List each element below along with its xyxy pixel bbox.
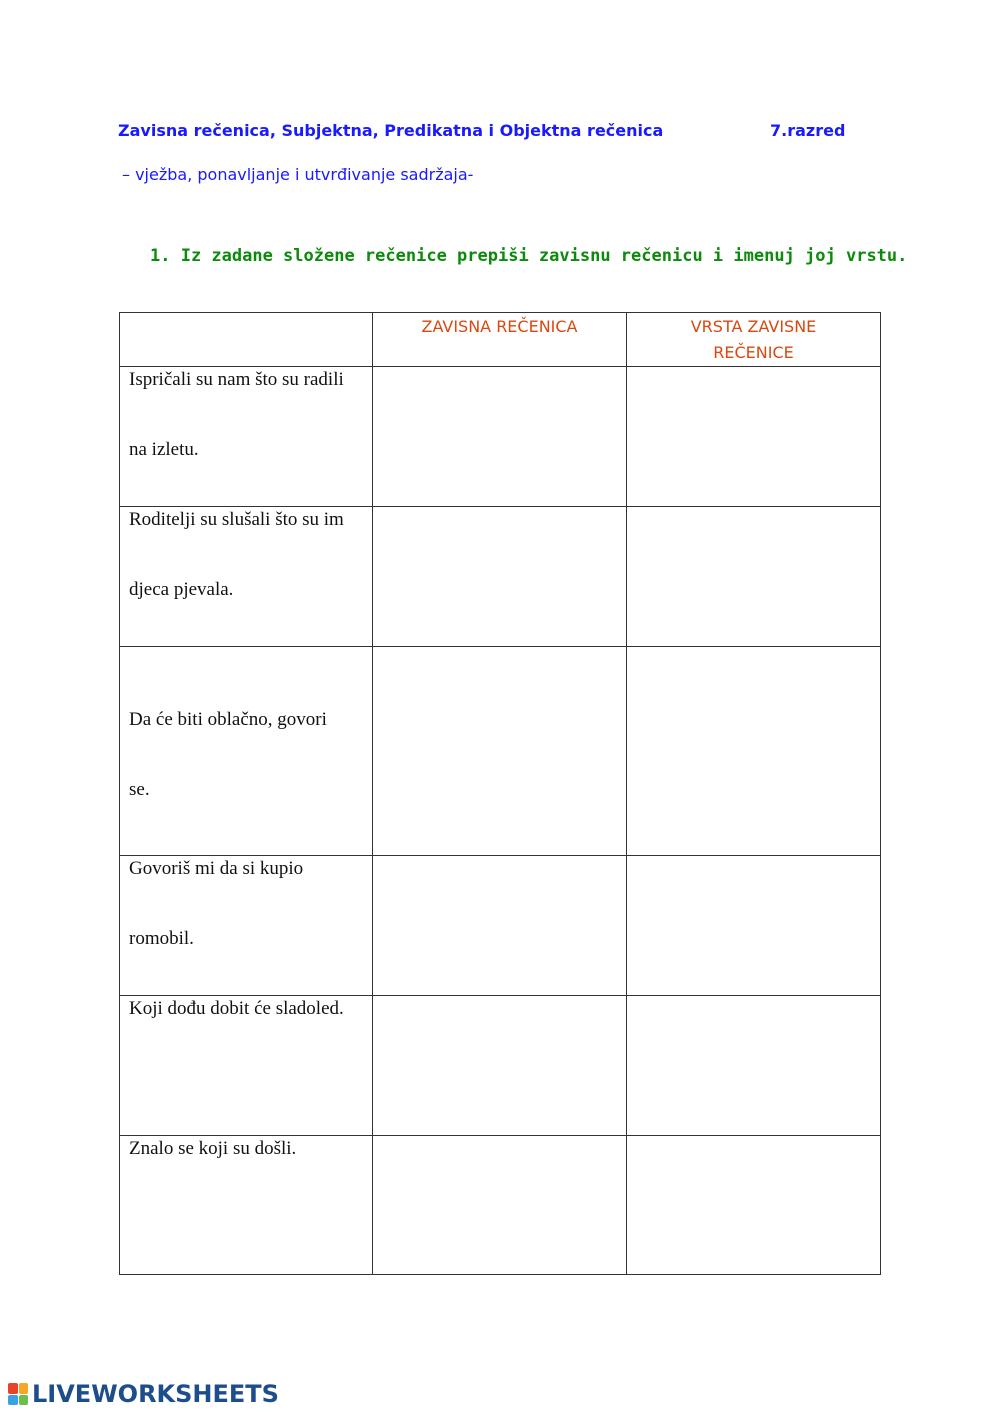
logo-square-green: [19, 1395, 29, 1406]
answer-dependent-clause-field[interactable]: [373, 1136, 627, 1275]
table-row: [120, 647, 881, 856]
answer-clause-type-field[interactable]: [627, 367, 881, 507]
sentence-text: Ispričali su nam što su radili na izletu.: [129, 369, 344, 460]
task-instruction: 1. Iz zadane složene rečenice prepiši zavisnu rečenicu i imenuj joj vrstu.: [150, 246, 908, 266]
worksheet-title: Zavisna rečenica, Subjektna, Predikatna i Objektna rečenica: [118, 121, 664, 140]
sentence-cell: [120, 1136, 373, 1275]
grade-label: 7.razred: [770, 121, 846, 140]
header-label: ZAVISNA REČENICA: [421, 317, 578, 336]
answer-clause-type-field[interactable]: [627, 1136, 881, 1275]
sentence-text: Koji dođu dobit će sladoled.: [129, 998, 344, 1019]
liveworksheets-logo-icon: [8, 1383, 28, 1405]
answer-clause-type-field[interactable]: [627, 647, 881, 856]
logo-square-red: [8, 1383, 18, 1394]
answer-clause-type-field[interactable]: [627, 996, 881, 1136]
answer-clause-type-field[interactable]: [627, 856, 881, 996]
answer-dependent-clause-field[interactable]: [373, 367, 627, 507]
answer-dependent-clause-field[interactable]: [373, 647, 627, 856]
sentence-text: Govoriš mi da si kupio romobil.: [129, 858, 304, 949]
liveworksheets-brand-text: LIVEWORKSHEETS: [32, 1380, 279, 1408]
answer-dependent-clause-field[interactable]: [373, 856, 627, 996]
header-label: VRSTA ZAVISNE REČENICE: [690, 317, 817, 362]
sentence-text: Znalo se koji su došli.: [129, 1138, 297, 1159]
sentence-text: Roditelji su slušali što su im djeca pjevala.: [129, 509, 344, 600]
answer-clause-type-field[interactable]: [627, 507, 881, 647]
logo-square-orange: [19, 1383, 29, 1394]
sentence-cell: [120, 647, 373, 856]
table-row: [120, 1136, 881, 1275]
answer-dependent-clause-field[interactable]: [373, 507, 627, 647]
sentence-cell: [120, 507, 373, 647]
header-cell-dependent-clause: [373, 313, 627, 367]
table-row: [120, 507, 881, 647]
header-cell-clause-type: [627, 313, 881, 367]
answer-dependent-clause-field[interactable]: [373, 996, 627, 1136]
worksheet-subtitle: – vježba, ponavljanje i utvrđivanje sadržaja-: [122, 165, 474, 184]
logo-square-blue: [8, 1395, 18, 1406]
sentence-text: Da će biti oblačno, govori se.: [129, 709, 327, 800]
liveworksheets-logo[interactable]: [8, 1380, 279, 1408]
exercise-table: [119, 312, 881, 1275]
